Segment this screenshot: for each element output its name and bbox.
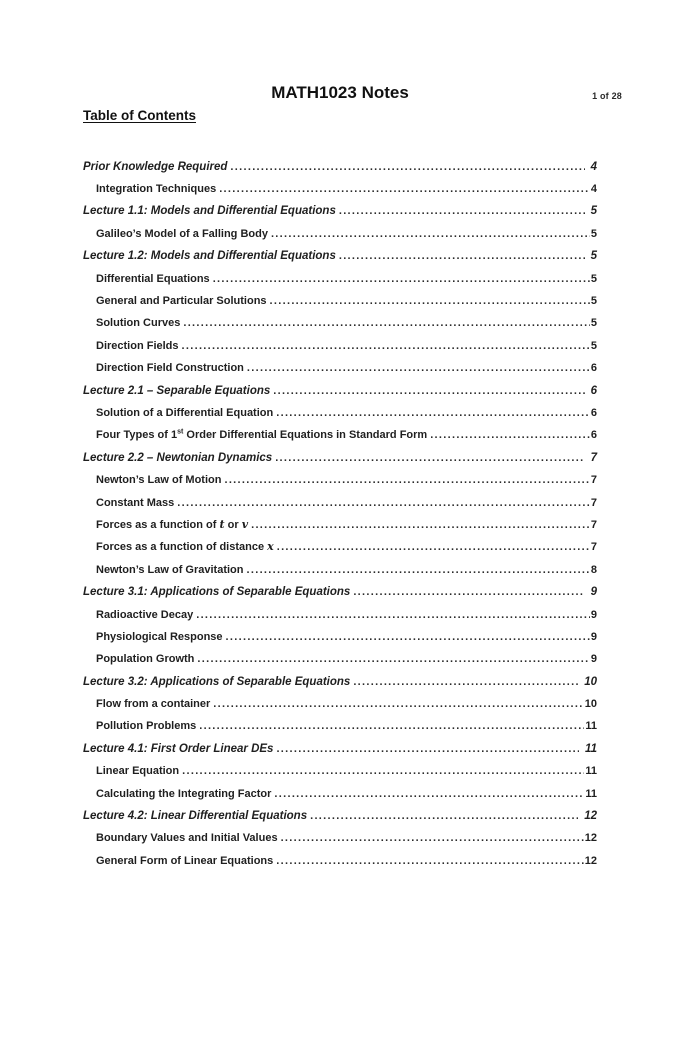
toc-dot-leader: [182, 760, 584, 782]
toc-entry-page: 5: [590, 205, 597, 218]
toc-entry[interactable]: [83, 559, 597, 581]
toc-entry-label: Integration Techniques: [96, 183, 217, 196]
toc-entry-label: Constant Mass: [96, 496, 175, 509]
toc-entry-page: 7: [590, 518, 597, 531]
toc-entry-label: Prior Knowledge Required: [83, 160, 228, 173]
toc-dot-leader: [339, 200, 585, 222]
toc-entry[interactable]: [83, 469, 597, 491]
toc-entry[interactable]: [83, 604, 597, 626]
toc-entry-label: Direction Fields: [96, 339, 179, 352]
toc-entry[interactable]: [83, 626, 597, 648]
toc-dot-leader: [310, 805, 578, 827]
toc-dot-leader: [276, 850, 583, 872]
toc-entry[interactable]: [83, 357, 597, 379]
toc-dot-leader: [274, 783, 584, 805]
toc-entry-label: Lecture 4.2: Linear Differential Equations: [83, 810, 308, 823]
toc-dot-leader: [224, 469, 589, 491]
toc-entry[interactable]: [83, 783, 597, 805]
toc-dot-leader: [247, 357, 590, 379]
toc-dot-leader: [353, 581, 584, 603]
toc-entry-label: Lecture 1.1: Models and Differential Equations: [83, 205, 336, 218]
toc-entry-page: 9: [590, 653, 597, 666]
toc-entry-page: 10: [584, 698, 597, 711]
toc-dot-leader: [230, 156, 584, 178]
toc-dot-leader: [213, 693, 583, 715]
toc-entry-page: 9: [590, 630, 597, 643]
toc-entry-page: 5: [590, 339, 597, 352]
toc-dot-leader: [339, 245, 585, 267]
toc-entry-page: 8: [590, 563, 597, 576]
toc-entry-page: 5: [590, 295, 597, 308]
toc-entry-label: Forces as a function of distance x: [96, 540, 274, 554]
toc-entry-page: 7: [590, 474, 597, 487]
toc-entry-page: 11: [585, 720, 597, 733]
toc-entry-label: Lecture 3.1: Applications of Separable Equations: [83, 586, 351, 599]
page-count-indicator: 1 of 28: [592, 91, 622, 101]
toc-entry-page: 10: [584, 675, 597, 688]
toc-entry-page: 12: [584, 810, 597, 823]
toc-entry[interactable]: [83, 648, 597, 670]
toc-entry[interactable]: [83, 850, 597, 872]
toc-dot-leader: [275, 447, 584, 469]
toc-dot-leader: [247, 559, 590, 581]
toc-dot-leader: [273, 380, 584, 402]
toc-entry-label: Solution of a Differential Equation: [96, 406, 274, 419]
toc-dot-leader: [196, 604, 590, 626]
toc-entry-page: 7: [590, 451, 597, 464]
toc-entry-label: Boundary Values and Initial Values: [96, 832, 278, 845]
toc-entry-page: 6: [590, 384, 597, 397]
toc-entry-page: 11: [585, 765, 597, 778]
toc-entry-label: Lecture 2.1 – Separable Equations: [83, 384, 271, 397]
toc-entry-label: Physiological Response: [96, 630, 223, 643]
toc-entry-page: 5: [590, 250, 597, 263]
toc-entry-page: 11: [585, 787, 597, 800]
toc-entry[interactable]: [83, 178, 597, 200]
toc-entry[interactable]: [83, 156, 597, 178]
toc-dot-leader: [353, 671, 578, 693]
toc-entry-label: Calculating the Integrating Factor: [96, 787, 272, 800]
toc-entry-label: Lecture 3.2: Applications of Separable Equations: [83, 675, 351, 688]
toc-entry-page: 6: [590, 406, 597, 419]
toc-entry[interactable]: [83, 760, 597, 782]
toc-entry[interactable]: [83, 715, 597, 737]
toc-entry[interactable]: [83, 223, 597, 245]
toc-dot-leader: [251, 514, 590, 536]
toc-entry[interactable]: [83, 581, 597, 603]
toc-entry-label: General Form of Linear Equations: [96, 854, 274, 867]
toc-entry-page: 9: [590, 586, 597, 599]
toc-entry[interactable]: [83, 738, 597, 760]
toc-dot-leader: [277, 536, 590, 558]
toc-entry-page: 5: [590, 317, 597, 330]
toc-entry[interactable]: [83, 200, 597, 222]
toc-dot-leader: [183, 312, 590, 334]
document-title: MATH1023 Notes: [271, 83, 409, 102]
toc-entry-label: Four Types of 1st Order Differential Equations in Standard Form: [96, 428, 428, 442]
toc-entry-page: 5: [590, 272, 597, 285]
toc-entry-label: Newton’s Law of Gravitation: [96, 563, 244, 576]
toc-entry[interactable]: [83, 693, 597, 715]
toc-entry-label: Lecture 1.2: Models and Differential Equations: [83, 250, 336, 263]
toc-entry-page: 6: [590, 362, 597, 375]
toc-entry[interactable]: [83, 492, 597, 514]
toc-dot-leader: [199, 715, 584, 737]
toc-entry-page: 4: [590, 160, 597, 173]
toc-entry-page: 9: [590, 608, 597, 621]
toc-entry-label: Linear Equation: [96, 765, 180, 778]
toc-dot-leader: [182, 335, 590, 357]
toc-entry-page: 4: [590, 183, 597, 196]
toc-entry[interactable]: [83, 514, 597, 536]
toc-entry-label: Lecture 4.1: First Order Linear DEs: [83, 742, 274, 755]
toc-dot-leader: [281, 827, 584, 849]
toc-entry-label: Lecture 2.2 – Newtonian Dynamics: [83, 451, 273, 464]
toc-entry-label: Direction Field Construction: [96, 362, 244, 375]
toc-entry-page: 12: [584, 832, 597, 845]
toc-entry[interactable]: [83, 536, 597, 558]
toc-entry-label: Galileo’s Model of a Falling Body: [96, 227, 268, 240]
toc-list: [83, 156, 597, 873]
toc-entry-label: Pollution Problems: [96, 720, 197, 733]
toc-entry[interactable]: [83, 335, 597, 357]
toc-entry-page: 5: [590, 227, 597, 240]
toc-entry-label: Newton’s Law of Motion: [96, 474, 222, 487]
toc-entry[interactable]: [83, 312, 597, 334]
toc-entry[interactable]: [83, 290, 597, 312]
toc-entry[interactable]: [83, 245, 597, 267]
document-page: [0, 84, 680, 1046]
toc-entry[interactable]: [83, 402, 597, 424]
toc-dot-leader: [197, 648, 589, 670]
toc-entry[interactable]: [83, 424, 597, 446]
toc-dot-leader: [270, 290, 590, 312]
toc-dot-leader: [271, 223, 590, 245]
toc-entry-page: 11: [585, 742, 597, 755]
toc-entry-label: Differential Equations: [96, 272, 210, 285]
toc-entry-label: Population Growth: [96, 653, 195, 666]
toc-entry-label: Forces as a function of t or v: [96, 517, 249, 531]
toc-entry-page: 7: [590, 541, 597, 554]
toc-heading: Table of Contents: [83, 107, 196, 123]
toc-entry-label: Solution Curves: [96, 317, 181, 330]
toc-entry[interactable]: [83, 380, 597, 402]
toc-entry[interactable]: [83, 447, 597, 469]
toc-dot-leader: [177, 492, 590, 514]
toc-dot-leader: [226, 626, 590, 648]
toc-entry[interactable]: [83, 268, 597, 290]
toc-entry-page: 12: [584, 854, 597, 867]
toc-dot-leader: [219, 178, 590, 200]
toc-entry[interactable]: [83, 827, 597, 849]
toc-entry-label: Flow from a container: [96, 698, 211, 711]
toc-dot-leader: [430, 424, 590, 446]
toc-entry-page: 7: [590, 496, 597, 509]
toc-entry[interactable]: [83, 805, 597, 827]
toc-dot-leader: [213, 268, 590, 290]
toc-entry[interactable]: [83, 671, 597, 693]
toc-entry-label: Radioactive Decay: [96, 608, 194, 621]
toc-dot-leader: [276, 738, 579, 760]
toc-entry-page: 6: [590, 429, 597, 442]
toc-dot-leader: [276, 402, 590, 424]
toc-entry-label: General and Particular Solutions: [96, 295, 267, 308]
